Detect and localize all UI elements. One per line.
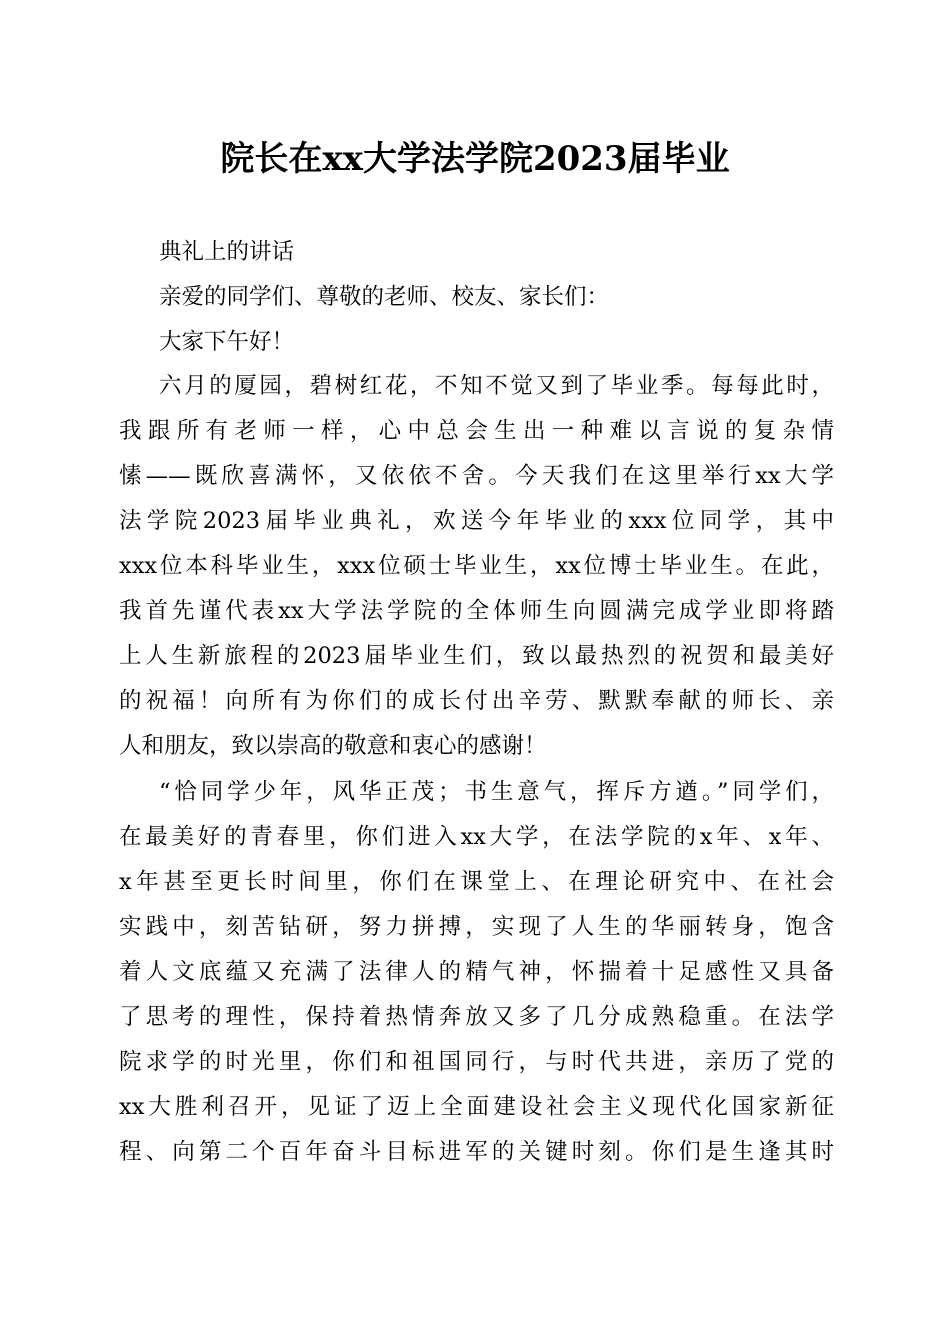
paragraph-1	[119, 364, 834, 769]
paragraph-line: 我跟所有老师一样，心中总会生出一种难以言说的复杂情	[119, 418, 834, 444]
paragraph-line: 人和朋友，致以崇高的敬意和衷心的感谢！	[119, 733, 547, 759]
paragraph-line: 了思考的理性，保持着热情奔放又多了几分成熟稳重。在法学	[119, 1004, 834, 1030]
paragraph-line: “恰同学少年，风华正茂；书生意气，挥斥方遒。”同学们，	[159, 779, 834, 805]
paragraph-2	[119, 770, 834, 1175]
greeting: 大家下午好！	[159, 329, 295, 355]
paragraph-line: xx大胜利召开，见证了迈上全面建设社会主义现代化国家新征	[119, 1094, 834, 1120]
paragraph-line: 院求学的时光里，你们和祖国同行，与时代共进，亲历了党的	[119, 1049, 834, 1075]
document-opening	[119, 230, 834, 365]
paragraph-line: 的祝福！向所有为你们的成长付出辛劳、默默奉献的师长、亲	[119, 688, 834, 714]
document-title: 院长在xx大学法学院2023届毕业	[220, 139, 730, 179]
paragraph-line: 在最美好的青春里，你们进入xx大学，在法学院的x年、x年、	[119, 824, 834, 850]
paragraph-line: 愫——既欣喜满怀，又依依不舍。今天我们在这里举行xx大学	[119, 463, 834, 489]
paragraph-line: 程、向第二个百年奋斗目标进军的关键时刻。你们是生逢其时	[119, 1139, 834, 1165]
paragraph-line: 着人文底蕴又充满了法律人的精气神，怀揣着十足感性又具备	[119, 959, 834, 985]
paragraph-line: x年甚至更长时间里，你们在课堂上、在理论研究中、在社会	[119, 869, 834, 895]
paragraph-line: 六月的厦园，碧树红花，不知不觉又到了毕业季。每每此时，	[159, 373, 834, 399]
paragraph-line: 上人生新旅程的2023届毕业生们，致以最热烈的祝贺和最美好	[119, 643, 834, 669]
paragraph-line: 法学院2023届毕业典礼，欢送今年毕业的xxx位同学，其中	[119, 508, 834, 534]
salutation: 亲爱的同学们、尊敬的老师、校友、家长们：	[159, 284, 610, 310]
paragraph-line: xxx位本科毕业生，xxx位硕士毕业生，xx位博士毕业生。在此，	[119, 553, 834, 579]
title-continuation: 典礼上的讲话	[159, 239, 295, 265]
paragraph-line: 实践中，刻苦钻研，努力拼搏，实现了人生的华丽转身，饱含	[119, 914, 834, 940]
paragraph-line: 我首先谨代表xx大学法学院的全体师生向圆满完成学业即将踏	[119, 598, 834, 624]
